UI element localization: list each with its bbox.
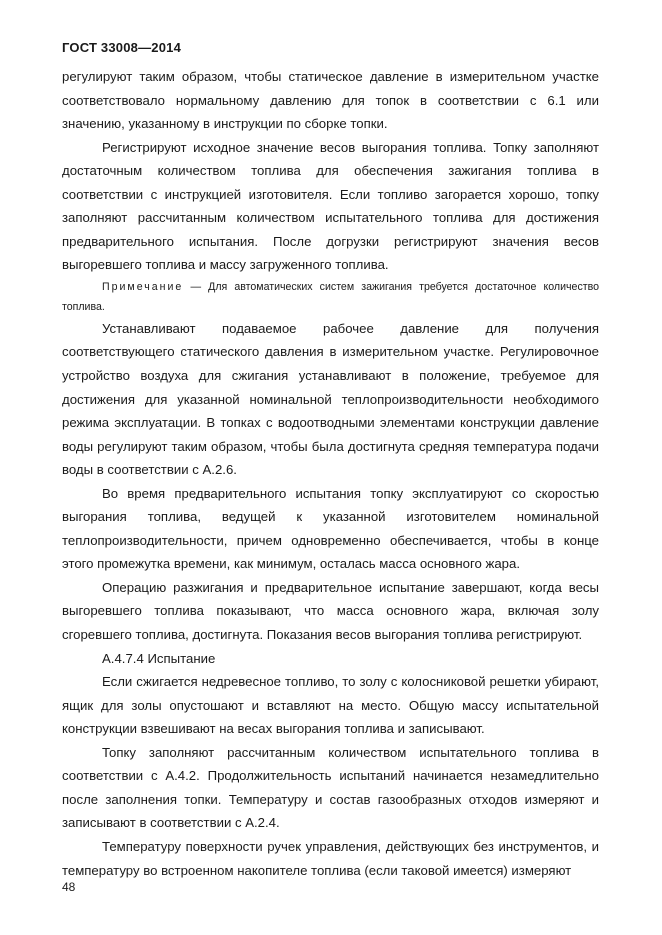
paragraph-set-pressure: Устанавливают подаваемое рабочее давление для получения соответствующего статического давления в измерительном участке. Регулировочное устройство воздуха для сжигания устанавливают в положение, требуемое для достижения для указанной номинальной теплопроизводительности необходимого режима эксплуатации. В топках с водоотводными элементами конструкции давление воды регулируют таким образом, чтобы была достигнута средняя температура подачи воды в соответствии с А.2.6. bbox=[62, 320, 599, 478]
paragraph-ignition-complete: Операцию разжигания и предварительное испытание завершают, когда весы выгоревшего топлива показывают, что масса основного жара, включая золу сгоревшего топлива, достигнута. Показания весов выгорания топлива регистрируют. bbox=[62, 579, 599, 643]
section-heading: А.4.7.4 Испытание bbox=[102, 650, 216, 666]
document-body bbox=[62, 65, 599, 882]
note-text: — Для автоматических систем зажигания требуется достаточное количество топлива. bbox=[62, 280, 599, 313]
paragraph-fill-firebox: Топку заполняют рассчитанным количеством испытательного топлива в соответствии с А.4.2. Продолжительность испытаний начинается незамедлительно после заполнения топки. Температуру и состав газообразных отходов измеряют и записывают в соответствии с А.2.4. bbox=[62, 744, 599, 831]
paragraph-preliminary-test: Во время предварительного испытания топку эксплуатируют со скоростью выгорания топлива, ведущей к указанной изготовителем номинальной теплопроизводительности, причем одновременно обеспечивается, чтобы в конце этого промежутка времени, как минимум, осталась масса основного жара. bbox=[62, 485, 599, 572]
paragraph-ash-removal: Если сжигается недревесное топливо, то золу с колосниковой решетки убирают, ящик для золы опустошают и вставляют на место. Общую массу испытательной конструкции взвешивают на весах выгорания топлива и записывают. bbox=[62, 674, 599, 737]
paragraph-register-initial: Регистрируют исходное значение весов выгорания топлива. Топку заполняют достаточным количеством топлива для обеспечения зажигания топлива в соответствии с инструкцией изготовителя. Если топливо загорается хорошо, топку заполняют рассчитанным количеством испытательного топлива для достижения предварительного испытания. После догрузки регистрируют значения весов выгоревшего топлива и массу загруженного топлива. bbox=[62, 139, 599, 273]
page-number: 48 bbox=[62, 880, 76, 894]
paragraph-surface-temperature: Температуру поверхности ручек управления, действующих без инструментов, и температуру во встроенном накопителе топлива (если таковой имеется) измеряют bbox=[62, 838, 599, 878]
document-header: ГОСТ 33008—2014 bbox=[62, 40, 181, 55]
note bbox=[62, 277, 599, 317]
paragraph-continuation: регулируют таким образом, чтобы статическое давление в измерительном участке соответствовало нормальному давлению для топок в соответствии с 6.1 или значению, указанному в инструкции по сборке топки. bbox=[62, 69, 599, 132]
note-label: Примечание bbox=[102, 280, 184, 293]
